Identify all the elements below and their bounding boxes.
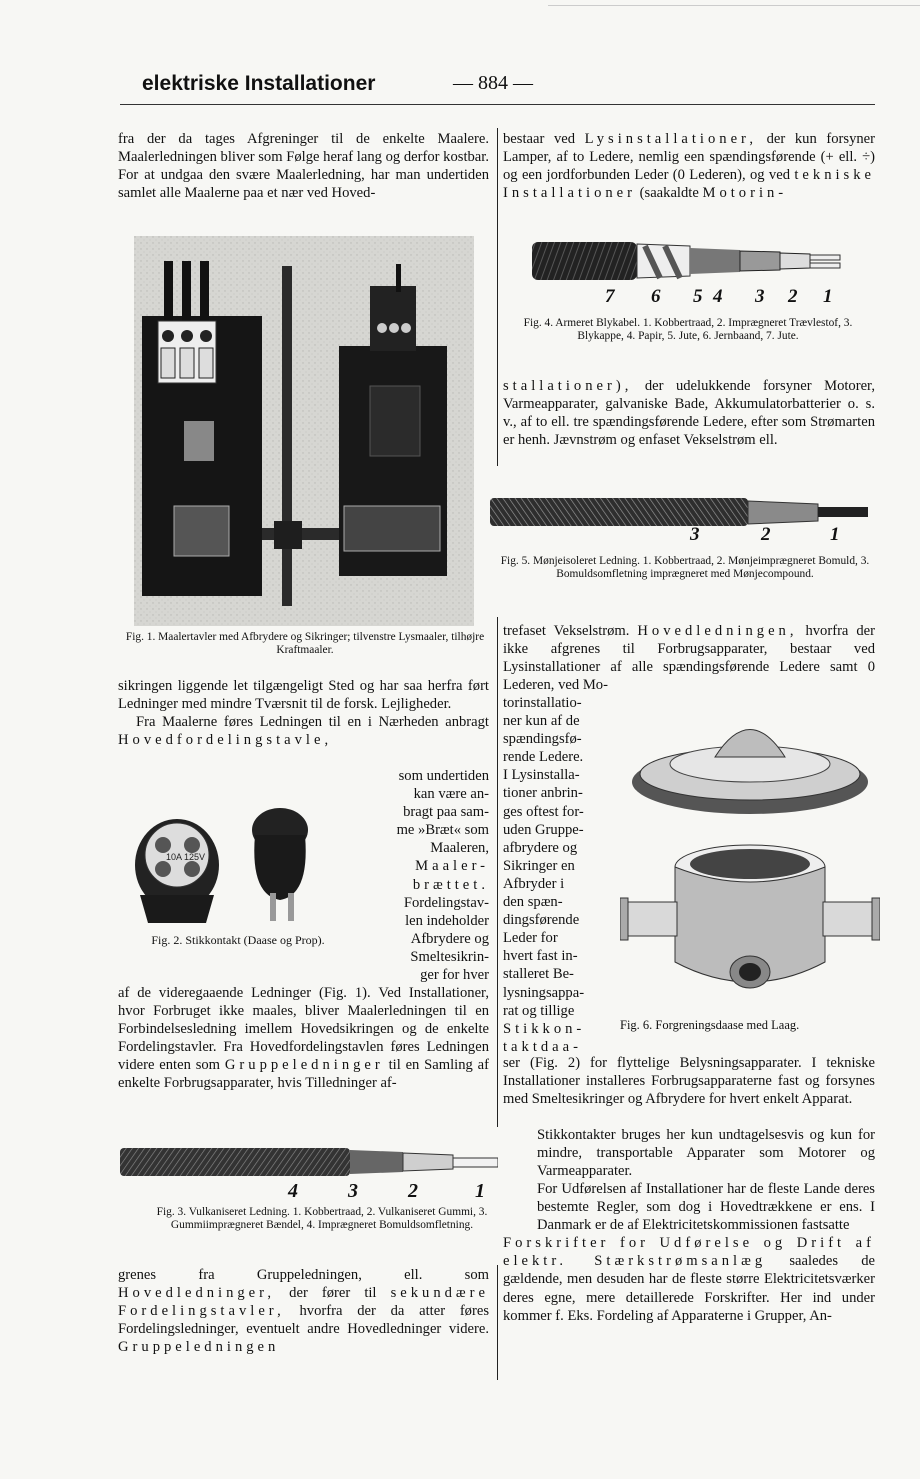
fig4-armored-lead-cable-image bbox=[530, 238, 850, 283]
fig6-junction-box-image bbox=[620, 712, 880, 1012]
right-paragraph-2: stallationer), der udelukkende forsyner Motorer, Varmeapparater, galvaniske Bade, Akkumulatorbatterier o. s. v., af to ell. tre spændingsførende Ledere, efter som Strømarten er henh. Jævnstrøm og enfaset Vekselstrøm ell. bbox=[503, 378, 875, 449]
left-wrap-text: som undertiden kan være an- bragt paa sam- me »Bræt« som Maaleren, Maaler- brættet. Fordelingstav- len indeholder Afbrydere og Smeltesikrin- ger for hver bbox=[396, 768, 489, 984]
fig1-caption: Fig. 1. Maalertavler med Afbrydere og Sikringer; tilvenstre Lysmaaler, tilhøjre Kraftmaaler. bbox=[125, 631, 485, 656]
right-wrap-text: torinstallatio- ner kun af de spændingsfø- rende Ledere. I Lysinstalla- tioner anbrin- ges oftest for- uden Gruppe- afbrydere og Sikringer en Afbryder i den spæn- dingsførende Leder for hvert fast in- stalleret Be- lysningsappa- rat og tillige Stikkon- taktdaa- bbox=[503, 695, 586, 1055]
header-rule bbox=[120, 104, 875, 105]
left-paragraph-2: sikringen liggende let tilgængeligt Sted og har saa herfra ført Ledninger med mindre Tværsnit til de forsk. Lejligheder. Fra Maalerne føres Ledningen til en i Nærheden anbragt Hovedfordelingstavle, bbox=[118, 678, 489, 749]
left-paragraph-5: grenes fra Gruppeledningen, ell. som Hovedledninger, der fører til sekundære Fordelingstavler, hvorfra der da atter føres Fordelingsledninger, eventuelt andre Hovedledninger videre. Gruppeledningen bbox=[118, 1267, 489, 1356]
right-paragraph-6: For Udførelsen af Installationer har de fleste Lande deres bestemte Regler, som dog i Hovedtrækkene er ens. I Danmark er de af Elektricitetskommissionen fastsatte Forskrifter for Udførelse og Drift af elektr. Stærkstrømsanlæg saaledes de gældende, men desuden har de fleste større Elektricitetsværker deres egne, mere detaillerede Forskrifter. Her ind under kommer f. Eks. Fordeling af Apparaterne i Grupper, An- bbox=[503, 1181, 875, 1324]
scan-edge-rule bbox=[548, 5, 920, 6]
fig3-caption: Fig. 3. Vulkaniseret Ledning. 1. Kobbertraad, 2. Vulkaniseret Gummi, 3. Gummiimprægneret Bændel, 4. Imprægneret Bomuldsomfletning. bbox=[156, 1206, 488, 1231]
fig6-caption: Fig. 6. Forgreningsdaase med Laag. bbox=[620, 1018, 800, 1032]
fig3-vulcanized-cable-image bbox=[118, 1142, 498, 1182]
page-header bbox=[120, 68, 875, 98]
right-paragraph-1: bestaar ved Lysinstallationer, der kun forsyner Lamper, af to Ledere, nemlig een spændingsførende (+ ell. ÷) og een jordforbunden Leder (0 Lederen), og ved tekniske Installationer (saakaldte Motorin- bbox=[503, 131, 875, 202]
fig2-caption: Fig. 2. Stikkontakt (Daase og Prop). bbox=[151, 933, 325, 947]
right-paragraph-3: trefaset Vekselstrøm. Hovedledningen, hvorfra der ikke afgrenes til Forbrugsapparater, bestaar ved Lysinstallationer af alle spændingsførende Ledere samt 0 Lederen, ved Mo- bbox=[503, 623, 875, 694]
fig2-rating-label: 10A 125V bbox=[166, 852, 206, 862]
right-paragraph-5: Stikkontakter bruges her kun undtagelsesvis og kun for mindre, transportable Apparater som Motorer og Varmeapparater. bbox=[537, 1127, 875, 1180]
column-divider bbox=[497, 128, 498, 236]
column-divider bbox=[497, 236, 498, 466]
fig1-meter-boards-image bbox=[134, 236, 474, 626]
page-number: — 884 — bbox=[453, 72, 533, 94]
column-divider bbox=[497, 617, 498, 1127]
left-paragraph-4: af de videregaaende Ledninger (Fig. 1). Ved Installationer, hvor Forbruget ikke maales, bliver Maalerledningen til en Forbindelsesledning imellem Hovedsikringen og de enkelte Fordelingstavler. Fra Hovedfordelingstavlen føres Ledningen videre enten som Gruppeledninger til en Samling af enkelte Forbrugsapparater, hvis Tilledninger af- bbox=[118, 985, 489, 1092]
fig5-minium-insulated-cable-image bbox=[488, 495, 873, 531]
fig4-caption: Fig. 4. Armeret Blykabel. 1. Kobbertraad, 2. Imprægneret Trævlestof, 3. Blykappe, 4. Papir, 5. Jute, 6. Jernbaand, 7. Jute. bbox=[523, 317, 853, 342]
fig2-socket-and-plug-image bbox=[130, 785, 340, 935]
left-paragraph-1: fra der da tages Afgreninger til de enkelte Maalere. Maalerledningen bliver som Følge heraf lang og derfor kostbar. For at undgaa den svære Maalerledning, har man undertiden samlet alle Maalerne paa et nær ved Hoved- bbox=[118, 131, 489, 202]
column-divider bbox=[497, 1265, 498, 1380]
right-paragraph-4: ser (Fig. 2) for flyttelige Belysningsapparater. I tekniske Installationer installeres Forbrugsapparaterne fast og forsynes med Smeltesikringer og Afbrydere for hvert enkelt Apparat. bbox=[503, 1055, 875, 1108]
running-title: elektriske Installationer bbox=[142, 72, 376, 95]
fig5-caption: Fig. 5. Mønjeisoleret Ledning. 1. Kobbertraad, 2. Mønjeimprægneret Bomuld, 3. Bomuldsomfletning imprægneret med Mønjecompound. bbox=[500, 555, 870, 580]
